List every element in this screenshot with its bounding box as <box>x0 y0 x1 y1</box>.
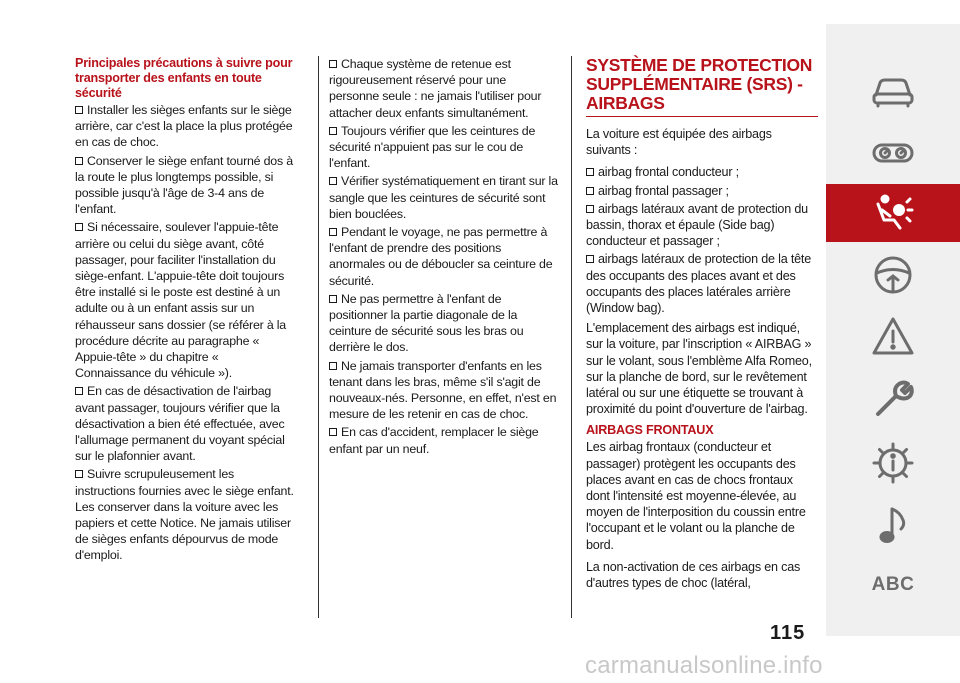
sidebar-item-safety[interactable] <box>826 184 960 242</box>
abc-index-icon: ABC <box>871 574 915 595</box>
bullet-text: Installer les sièges enfants sur le siège arrière, car c'est la place la plus protégée en cas de choc. <box>75 103 293 150</box>
bullet-text: Ne jamais transporter d'enfants en les tenant dans les bras, même s'il s'agit de nouveaux-nés. Personne, en effet, n'est en mesure de les retenir en cas de choc. <box>329 358 557 422</box>
bullet-item <box>75 466 297 563</box>
bullet-text: airbag frontal conducteur ; <box>598 165 739 180</box>
bullet-box-icon <box>586 255 594 263</box>
bullet-item <box>329 224 559 289</box>
bullet-item <box>586 251 818 316</box>
sidebar-item-maintenance[interactable] <box>826 370 960 428</box>
subsection-heading: AIRBAGS FRONTAUX <box>586 423 714 438</box>
bullet-box-icon <box>329 127 337 135</box>
bullet-item <box>329 358 559 423</box>
bullet-box-icon <box>75 157 83 165</box>
section-heading: Principales précautions à suivre pour transporter des enfants en toute sécurité <box>75 56 293 100</box>
bullet-box-icon <box>329 228 337 236</box>
bullet-box-icon <box>75 387 83 395</box>
airbag-seat-icon <box>870 190 916 236</box>
bullet-box-icon <box>329 428 337 436</box>
bullet-text: Pendant le voyage, ne pas permettre à l'enfant de prendre des positions anormales ou de déboucler sa ceinture de sécurité. <box>329 225 553 288</box>
watermark: carmanualsonline.info <box>585 652 823 679</box>
bullet-box-icon <box>329 177 337 185</box>
bullet-list <box>75 102 297 564</box>
bullet-item <box>329 173 559 222</box>
sidebar-item-specifications[interactable] <box>826 434 960 492</box>
non-activation-paragraph: La non-activation de ces airbags en cas d'autres types de choc (latéral, <box>586 559 801 591</box>
car-icon <box>870 68 916 114</box>
column-3 <box>586 56 818 597</box>
bullet-box-icon <box>75 106 83 114</box>
bullet-text: airbags latéraux de protection de la tête des occupants des places avant et des occupants des places latérales arrière (Window bag). <box>586 252 812 316</box>
bullet-list <box>329 56 559 457</box>
bullet-box-icon <box>329 60 337 68</box>
location-paragraph: L'emplacement des airbags est indiqué, sur la voiture, par l'inscription « AIRBAG » sur le volant, sous l'emblème Alfa Romeo, sur la planche de bord, sur le revêtement latéral ou sur une étiquette se trouvant à proximité du point d'ouverture de l'airbag. <box>586 321 812 417</box>
bullet-text: Vérifier systématiquement en tirant sur la sangle que les ceintures de sécurité sont bien bouclées. <box>329 174 558 221</box>
bullet-item <box>75 153 297 218</box>
dashboard-gauges-icon <box>870 130 916 176</box>
column-2 <box>329 56 559 459</box>
intro-paragraph: La voiture est équipée des airbags suivants : <box>586 127 772 158</box>
bullet-item <box>586 183 818 199</box>
music-note-icon <box>870 502 916 548</box>
page-number: 115 <box>770 622 806 644</box>
bullet-item <box>75 383 297 464</box>
bullet-list <box>586 164 818 316</box>
bullet-text: Ne pas permettre à l'enfant de positionner la partie diagonale de la ceinture de sécurité sous les bras ou derrière le dos. <box>329 291 524 355</box>
column-divider <box>571 56 572 618</box>
bullet-text: Chaque système de retenue est rigoureusement réservé pour une personne seule : ne jamais l'utiliser pour attacher deux enfants simultanément. <box>329 57 542 120</box>
bullet-item <box>329 291 559 356</box>
bullet-item <box>75 219 297 381</box>
front-airbag-paragraph: Les airbag frontaux (conducteur et passager) protègent les occupants des places avant en cas de chocs frontaux dont l'intensité est moyenne-élevée, au moyen de l'interposition du coussin entre l'occupant et le volant ou la planche de bord. <box>586 440 806 552</box>
bullet-item <box>329 123 559 172</box>
bullet-text: airbag frontal passager ; <box>598 183 729 198</box>
warning-triangle-icon <box>870 314 916 360</box>
bullet-text: Conserver le siège enfant tourné dos à la route le plus longtemps possible, si possible jusqu'à l'âge de 3-4 ans de l'enfant. <box>75 153 293 217</box>
sidebar-item-multimedia[interactable] <box>826 496 960 554</box>
sidebar-item-dashboard[interactable] <box>826 124 960 182</box>
bullet-box-icon <box>75 470 83 478</box>
bullet-item <box>329 56 559 121</box>
bullet-text: Toujours vérifier que les ceintures de sécurité n'appuient pas sur le cou de l'enfant. <box>329 123 536 171</box>
wrench-icon <box>870 376 916 422</box>
bullet-text: Si nécessaire, soulever l'appuie-tête arrière ou celui du siège avant, côté passager, pour faciliter l'installation du siège-enfant. L'appuie-tête doit toujours être installé si le poste est destiné à un adulte ou à un enfant assis sur un réhausseur sans dossier (se référer à la procédure décrite au paragraphe « Appuie-tête » du chapitre « Connaissance du véhicule »). <box>75 220 287 381</box>
column-divider <box>318 56 319 618</box>
chapter-sidebar <box>826 24 960 636</box>
bullet-text: Suivre scrupuleusement les instructions fournies avec le siège enfant. Les conserver dans la voiture avec les papiers et cette Notice. Ne jamais utiliser de sièges enfants dépourvus de mode d'emploi. <box>75 467 294 563</box>
bullet-box-icon <box>75 223 83 231</box>
bullet-box-icon <box>586 168 594 176</box>
column-1 <box>75 56 297 566</box>
bullet-box-icon <box>586 187 594 195</box>
sidebar-item-driving[interactable] <box>826 246 960 304</box>
bullet-box-icon <box>329 295 337 303</box>
bullet-item <box>586 201 818 250</box>
bullet-text: En cas d'accident, remplacer le siège enfant par un neuf. <box>329 425 539 456</box>
bullet-item <box>329 424 559 456</box>
bullet-item <box>75 102 297 151</box>
bullet-box-icon <box>586 205 594 213</box>
bullet-text: airbags latéraux avant de protection du bassin, thorax et épaule (Side bag) conducteur et passager ; <box>586 201 808 249</box>
page-title: SYSTÈME DE PROTECTION SUPPLÉMENTAIRE (SRS) - AIRBAGS <box>586 56 818 117</box>
sidebar-item-car[interactable] <box>826 62 960 120</box>
bullet-text: En cas de désactivation de l'airbag avant passager, toujours vérifier que la désactivation a bien été effectuée, avec l'allumage permanent du voyant spécial sur le plafonnier avant. <box>75 384 285 464</box>
bullet-item <box>586 164 818 180</box>
gear-info-icon <box>870 440 916 486</box>
sidebar-item-index[interactable] <box>826 556 960 614</box>
bullet-box-icon <box>329 362 337 370</box>
steering-wheel-icon <box>870 252 916 298</box>
sidebar-item-emergency[interactable] <box>826 308 960 366</box>
